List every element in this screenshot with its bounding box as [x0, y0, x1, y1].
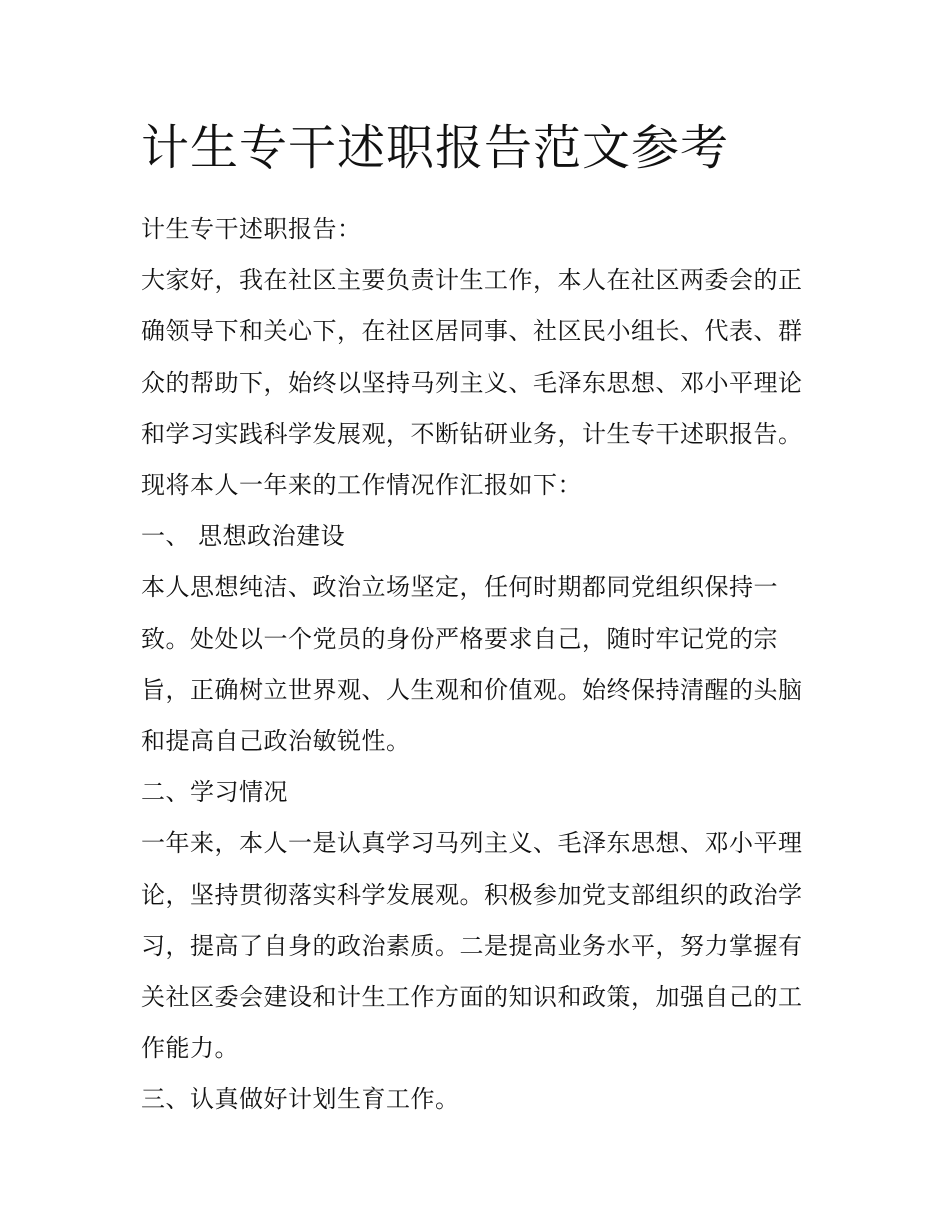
paragraph-line: 习，提高了自身的政治素质。二是提高业务水平，努力掌握有 — [141, 931, 803, 960]
paragraph-line: 一年来，本人一是认真学习马列主义、毛泽东思想、邓小平理 — [141, 829, 803, 858]
document-body — [141, 112, 816, 1126]
section-heading-1: 一、 思想政治建设 — [141, 522, 346, 551]
paragraph-line: 论，坚持贯彻落实科学发展观。积极参加党支部组织的政治学 — [141, 880, 803, 909]
paragraph-line: 和提高自己政治敏锐性。 — [141, 727, 411, 756]
paragraph-line: 致。处处以一个党员的身份严格要求自己，随时牢记党的宗 — [141, 624, 778, 653]
paragraph-line: 旨，正确树立世界观、人生观和价值观。始终保持清醒的头脑 — [141, 675, 803, 704]
paragraph-line: 作能力。 — [141, 1034, 239, 1063]
paragraph-line: 大家好，我在社区主要负责计生工作，本人在社区两委会的正 — [141, 266, 803, 295]
section-heading-3: 三、认真做好计划生育工作。 — [141, 1085, 460, 1114]
paragraph-line: 和学习实践科学发展观，不断钻研业务，计生专干述职报告。 — [141, 419, 803, 448]
paragraph-line: 确领导下和关心下，在社区居同事、社区民小组长、代表、群 — [141, 317, 803, 346]
section-heading-2: 二、学习情况 — [141, 778, 288, 807]
paragraph-line: 本人思想纯洁、政治立场坚定，任何时期都同党组织保持一 — [141, 573, 778, 602]
paragraph-line: 众的帮助下，始终以坚持马列主义、毛泽东思想、邓小平理论 — [141, 368, 803, 397]
paragraph-line: 关社区委会建设和计生工作方面的知识和政策，加强自己的工 — [141, 983, 803, 1012]
paragraph-line: 现将本人一年来的工作情况作汇报如下： — [141, 471, 582, 500]
report-heading: 计生专干述职报告： — [141, 215, 362, 243]
document-title: 计生专干述职报告范文参考 — [141, 120, 730, 176]
